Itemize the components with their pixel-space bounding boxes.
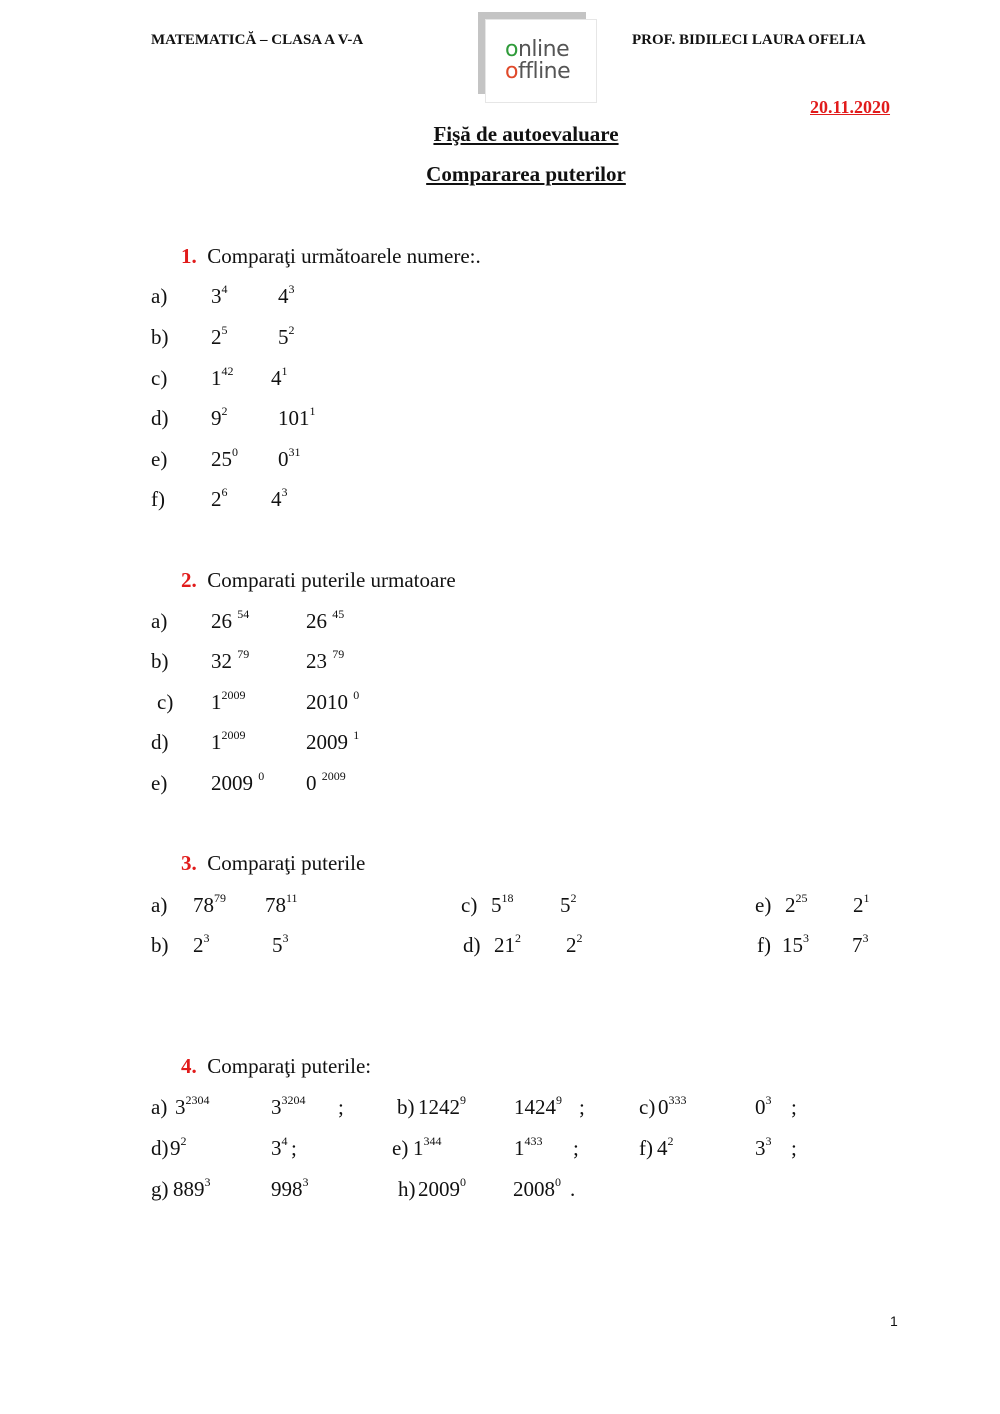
exponent: 5 [221,323,228,337]
item-label: c) [461,893,478,917]
exponent: 1 [353,728,360,742]
item-label: e) [755,893,772,917]
power-left [211,366,234,391]
power-right [271,487,288,512]
base: 26 [306,609,333,633]
exponent: 0 [555,1175,561,1189]
base: 0 [658,1095,669,1119]
item-label: c) [151,366,168,390]
exponent: 1 [863,891,870,905]
exponent: 3204 [281,1093,306,1107]
power-left [494,933,521,958]
exercise-3-number: 3. [181,851,197,875]
exponent: 2 [288,323,295,337]
exponent: 3 [203,931,210,945]
power-right [306,771,346,796]
base: 0 [755,1095,766,1119]
power-left [211,690,246,715]
exponent: 31 [288,445,301,459]
item-separator: . [570,1177,576,1201]
power-right [755,1095,772,1120]
power-left [211,771,264,796]
power-left [211,325,228,350]
exponent: 25 [795,891,808,905]
base: 3 [755,1136,766,1160]
exercise-4-heading [181,1054,371,1079]
item-label: e) [392,1136,409,1160]
power-left [211,649,249,674]
power-left [170,1136,187,1161]
item-label: d) [151,1136,169,1160]
item-label: g) [151,1177,169,1201]
item-label: e) [151,771,168,795]
base: 2 [566,933,577,957]
power-left [211,730,246,755]
title-topic: Compararea puterilor [426,162,626,186]
item-separator: ; [791,1095,797,1119]
item-label: d) [463,933,481,957]
base: 1 [514,1136,525,1160]
exponent: 42 [221,364,234,378]
exponent: 0 [353,688,360,702]
item-separator: ; [338,1095,344,1119]
base: 2009 [306,730,354,754]
exponent: 433 [524,1134,543,1148]
base: 1 [413,1136,424,1160]
base: 1242 [418,1095,460,1119]
exercise-4-text: Comparaţi puterile: [207,1054,372,1078]
power-left [211,487,228,512]
item-label: b) [151,933,169,957]
power-right [271,1136,288,1161]
exponent: 0 [258,769,265,783]
exponent: 0 [232,445,238,459]
item-label: f) [151,487,165,511]
base: 4 [271,487,282,511]
exercise-4-number: 4. [181,1054,197,1078]
power-left [491,893,514,918]
base: 32 [211,649,238,673]
power-right [853,893,870,918]
base: 2 [853,893,864,917]
item-label: b) [151,325,169,349]
power-left [782,933,809,958]
item-separator: ; [291,1136,297,1160]
header-teacher: PROF. BIDILECI LAURA OFELIA [632,32,866,48]
base: 5 [491,893,502,917]
document-date: 20.11.2020 [810,97,891,117]
power-right [278,447,301,472]
base: 23 [306,649,333,673]
item-label: d) [151,406,169,430]
item-label: d) [151,730,169,754]
power-right [271,1095,306,1120]
base: 3 [271,1095,282,1119]
power-right [306,730,359,755]
exponent: 333 [668,1093,687,1107]
base: 1424 [514,1095,556,1119]
power-right [566,933,583,958]
item-separator: ; [573,1136,579,1160]
base: 1 [211,690,222,714]
base: 889 [173,1177,205,1201]
power-right [278,284,295,309]
exponent: 45 [332,607,345,621]
exponent: 2 [515,931,521,945]
exponent: 344 [423,1134,442,1148]
exponent: 2 [180,1134,187,1148]
exponent: 3 [302,1175,309,1189]
power-left [418,1095,466,1120]
base: 4 [278,284,289,308]
base: 78 [193,893,214,917]
item-label: a) [151,1095,168,1119]
power-left [193,893,226,918]
base: 9 [211,406,222,430]
exponent: 2304 [185,1093,210,1107]
base: 2009 [211,771,259,795]
item-label: c) [157,690,174,714]
exponent: 4 [221,282,228,296]
power-right [278,325,295,350]
item-label: a) [151,609,168,633]
item-label: b) [397,1095,415,1119]
base: 5 [272,933,283,957]
item-label: h) [398,1177,416,1201]
base: 998 [271,1177,303,1201]
power-right [560,893,577,918]
power-right [306,690,359,715]
power-right [306,649,344,674]
power-left [173,1177,211,1202]
base: 3 [175,1095,186,1119]
exponent: 3 [765,1093,772,1107]
base: 4 [271,366,282,390]
base: 4 [657,1136,668,1160]
power-right [852,933,869,958]
power-right [513,1177,561,1202]
exercise-1-number: 1. [181,244,197,268]
base: 9 [170,1136,181,1160]
power-left [175,1095,210,1120]
item-label: f) [757,933,771,957]
exponent: 18 [501,891,514,905]
exponent: 3 [862,931,869,945]
item-label: f) [639,1136,653,1160]
exponent: 2 [221,404,228,418]
item-label: b) [151,649,169,673]
power-left [211,406,228,431]
exponent: 9 [460,1093,466,1107]
item-label: a) [151,893,168,917]
base: 78 [265,893,286,917]
exponent: 2 [667,1134,674,1148]
power-right [265,893,298,918]
power-left [211,284,228,309]
base: 25 [211,447,232,471]
item-label: c) [639,1095,656,1119]
base: 3 [271,1136,282,1160]
exponent: 2 [570,891,577,905]
exponent: 1 [281,364,288,378]
exponent: 2009 [321,769,346,783]
power-left [211,447,238,472]
exercise-2-text: Comparati puterile urmatoare [207,568,456,592]
base: 15 [782,933,803,957]
exponent: 54 [237,607,250,621]
exercise-3-heading [181,851,365,876]
exponent: 2009 [221,688,246,702]
item-separator: ; [791,1136,797,1160]
base: 1 [211,366,222,390]
exponent: 3 [204,1175,211,1189]
power-right [514,1095,562,1120]
exponent: 1 [309,404,316,418]
power-right [272,933,289,958]
exponent: 79 [332,647,345,661]
base: 2 [211,487,222,511]
exercise-3-text: Comparaţi puterile [207,851,366,875]
exponent: 3 [282,931,289,945]
exponent: 9 [556,1093,562,1107]
power-left [193,933,210,958]
exercise-1-heading [181,244,481,269]
base: 101 [278,406,310,430]
base: 2 [211,325,222,349]
base: 1 [211,730,222,754]
base: 0 [306,771,322,795]
exponent: 3 [765,1134,772,1148]
power-right [271,366,288,391]
base: 2008 [513,1177,555,1201]
base: 2 [193,933,204,957]
title-self-evaluation: Fişă de autoevaluare [433,122,619,146]
power-left [211,609,249,634]
power-right [306,609,344,634]
exponent: 3 [288,282,295,296]
base: 2010 [306,690,354,714]
base: 7 [852,933,863,957]
base: 2 [785,893,796,917]
exponent: 2009 [221,728,246,742]
base: 5 [278,325,289,349]
exercise-2-heading [181,568,456,593]
power-left [418,1177,466,1202]
base: 2009 [418,1177,460,1201]
power-right [514,1136,543,1161]
exponent: 2 [576,931,583,945]
exponent: 3 [281,485,288,499]
page-number: 1 [890,1313,898,1329]
power-right [271,1177,309,1202]
power-right [755,1136,772,1161]
power-left [413,1136,442,1161]
power-left [785,893,808,918]
base: 3 [211,284,222,308]
exponent: 6 [221,485,228,499]
exercise-2-number: 2. [181,568,197,592]
power-left [658,1095,687,1120]
exponent: 4 [281,1134,288,1148]
exponent: 11 [286,891,298,905]
exponent: 79 [214,891,226,905]
exponent: 0 [460,1175,466,1189]
power-left [657,1136,674,1161]
base: 0 [278,447,289,471]
power-right [278,406,316,431]
exponent: 79 [237,647,250,661]
item-label: a) [151,284,168,308]
exercise-1-text: Comparaţi următoarele numere:. [207,244,481,268]
item-label: e) [151,447,168,471]
base: 26 [211,609,238,633]
base: 5 [560,893,571,917]
header-subject: MATEMATICĂ – CLASA A V-A [151,32,364,48]
base: 21 [494,933,515,957]
exponent: 3 [803,931,809,945]
item-separator: ; [579,1095,585,1119]
